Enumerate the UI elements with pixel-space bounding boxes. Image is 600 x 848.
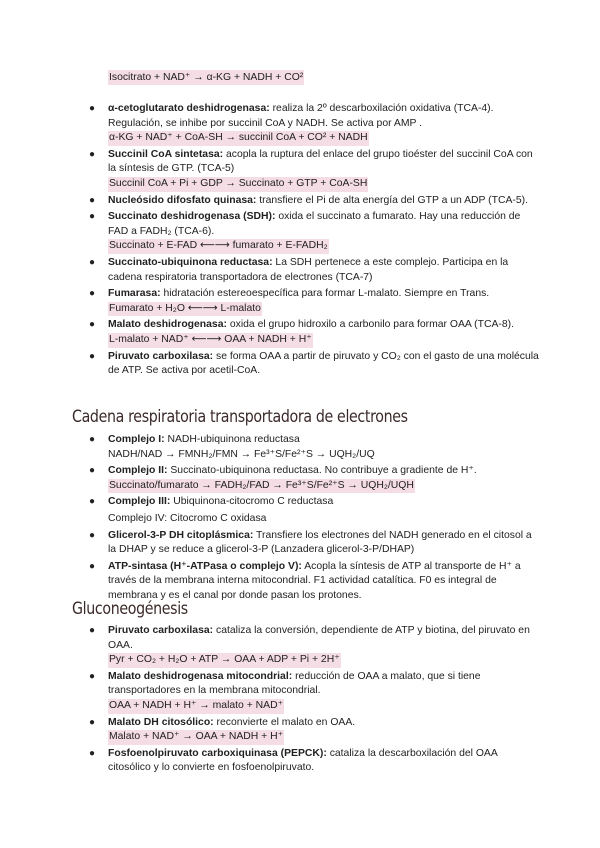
bullet-icon: ● (89, 211, 96, 223)
item-desc: oxida el succinato a fumarato. Hay una reducción de FAD a FADH₂ (TCA-6). (108, 211, 521, 237)
item-desc: realiza la 2º descarboxilación oxidativa (TCA-4). Regulación, se inhibe por succinil CoA y NADH. Se activa por AMP . (108, 103, 494, 129)
item-desc: Succinato-ubiquinona reductasa. No contribuye a gradiente de H⁺. (167, 465, 477, 477)
list-item (72, 529, 542, 558)
list-item (72, 512, 542, 527)
item-equation: L-malato + NAD⁺ ⟵⟶ OAA + NADH + H⁺ (108, 333, 313, 348)
item-desc: Complejo IV: Citocromo C oxidasa (108, 512, 267, 524)
item-equation: Succinil CoA + Pi + GDP → Succinato + GTP + CoA-SH (108, 177, 368, 192)
item-term: Glicerol-3-P DH citoplásmica: (108, 529, 254, 541)
etc-list (72, 433, 542, 604)
item-term: Malato deshidrogenasa: (108, 319, 227, 331)
section-heading-etc (72, 407, 462, 426)
list-item (72, 318, 542, 347)
list-item (72, 210, 542, 254)
item-term: ATP-sintasa (H⁺-ATPasa o complejo V): (108, 560, 302, 572)
list-item (72, 194, 542, 209)
bullet-icon: ● (89, 256, 96, 268)
item-term: Complejo III: (108, 496, 171, 508)
item-term: Piruvato carboxilasa: (108, 625, 214, 636)
heading-text: Cadena respiratoria transportadora de electrones (72, 407, 408, 426)
list-item (72, 102, 542, 146)
heading-text: Gluconeogénesis (72, 599, 188, 618)
item-desc: acopla la ruptura del enlace del grupo tioéster del succinil CoA con la síntesis de GTP. (TCA-5) (108, 148, 533, 175)
bullet-icon: ● (89, 465, 96, 477)
bullet-icon: ● (89, 194, 96, 206)
item-term: Nucleósido difosfato quinasa: (108, 194, 257, 206)
item-term: Succinato deshidrogenasa (SDH): (108, 211, 276, 223)
item-desc: La SDH pertenece a este complejo. Participa en la cadena respiratoria transportadora de electrones (TCA-7) (108, 256, 509, 283)
item-term: Fumarasa: (108, 288, 161, 300)
item-desc: transfiere el Pi de alta energía del GTP a un ADP (TCA-5). (256, 194, 529, 206)
bullet-icon: ● (89, 103, 96, 114)
item-term: Malato DH citosólico: (108, 716, 214, 728)
item-equation: Malato + NAD⁺ → OAA + NADH + H⁺ (108, 730, 284, 745)
item-term: Complejo II: (108, 465, 168, 477)
list-item (72, 716, 542, 745)
bullet-icon: ● (89, 670, 96, 682)
item-desc: Acopla la síntesis de ATP al transporte de H⁺ a través de la membrana interna mitocondrial. F1 actividad catalítica. F0 es integral de membrana y es el canal por donde pasan los protones. (108, 560, 521, 601)
list-item (72, 747, 542, 776)
item-equation: OAA + NADH + H⁺ → malato + NAD⁺ (108, 699, 284, 714)
list-item (72, 464, 542, 493)
item-desc: reconvierte el malato en OAA. (213, 716, 356, 728)
bullet-icon: ● (89, 288, 96, 300)
list-item (72, 670, 542, 714)
equation-highlight: Isocitrato + NAD⁺ → α-KG + NADH + CO² (109, 72, 304, 83)
list-item (72, 256, 542, 285)
bullet-icon: ● (89, 529, 96, 541)
item-term: Piruvato carboxilasa: (108, 350, 214, 362)
item-desc: Ubiquinona-citocromo C reductasa (170, 496, 334, 508)
krebs-list (72, 102, 542, 379)
item-desc: hidratación estereoespecífica para formar L-malato. Siempre en Trans. (160, 288, 490, 300)
list-item (72, 287, 542, 316)
list-item (72, 350, 542, 379)
list-item (72, 433, 542, 462)
item-term: α-cetoglutarato deshidrogenasa: (108, 103, 270, 114)
bullet-icon: ● (89, 148, 96, 160)
bullet-icon: ● (89, 625, 96, 636)
item-term: Malato deshidrogenasa mitocondrial: (108, 670, 293, 682)
item-equation: NADH/NAD → FMNH₂/FMN → Fe³⁺S/Fe²⁺S → UQH₂/UQ (108, 448, 375, 460)
bullet-icon: ● (89, 716, 96, 728)
item-equation: Succinato/fumarato → FADH₂/FAD → Fe³⁺S/Fe²⁺S → UQH₂/UQH (108, 479, 415, 494)
item-equation: α-KG + NAD⁺ + CoA-SH → succinil CoA + CO² + NADH (108, 131, 369, 146)
item-term: Complejo I: (108, 434, 165, 445)
bullet-icon: ● (89, 319, 96, 331)
top-equation (108, 70, 304, 85)
list-item (72, 624, 542, 668)
item-equation: Succinato + E-FAD ⟵⟶ fumarato + E-FADH₂ (108, 239, 329, 254)
item-desc: se forma OAA a partir de piruvato y CO₂ con el gasto de una molécula de ATP. Se activa por acetil-CoA. (108, 350, 539, 377)
item-term: Succinil CoA sintetasa: (108, 148, 224, 160)
gng-list (72, 624, 542, 776)
item-desc: NADH-ubiquinona reductasa (164, 434, 300, 445)
item-equation: Fumarato + H₂O ⟵⟶ L-malato (108, 302, 262, 317)
item-desc: cataliza la conversión, dependiente de ATP y biotina, del piruvato en OAA. (108, 625, 530, 651)
item-term: Succinato-ubiquinona reductasa: (108, 256, 273, 268)
list-item (72, 148, 542, 192)
item-equation: Pyr + CO₂ + H₂O + ATP → OAA + ADP + Pi + 2H⁺ (108, 653, 341, 668)
bullet-icon: ● (89, 434, 96, 445)
list-item (72, 495, 542, 510)
item-term: Fosfoenolpiruvato carboxiquinasa (PEPCK): (108, 747, 327, 759)
item-desc: Transfiere los electrones del NADH generado en el citosol a la DHAP y se reduce a glicerol-3-P (Lanzadera glicerol-3-P/DHAP) (108, 529, 532, 556)
bullet-icon: ● (89, 350, 96, 362)
item-desc: cataliza la descarboxilación del OAA citosólico y lo convierte en fosfoenolpiruvato. (108, 747, 498, 774)
item-desc: oxida el grupo hidroxilo a carbonilo para formar OAA (TCA-8). (226, 319, 514, 331)
list-item (72, 560, 542, 604)
item-desc: reducción de OAA a malato, que si tiene transportadores en la membrana mitocondrial. (108, 670, 481, 697)
section-heading-gng (72, 599, 207, 618)
bullet-icon: ● (89, 496, 96, 508)
bullet-icon: ● (89, 747, 96, 759)
bullet-icon: ● (89, 560, 96, 572)
